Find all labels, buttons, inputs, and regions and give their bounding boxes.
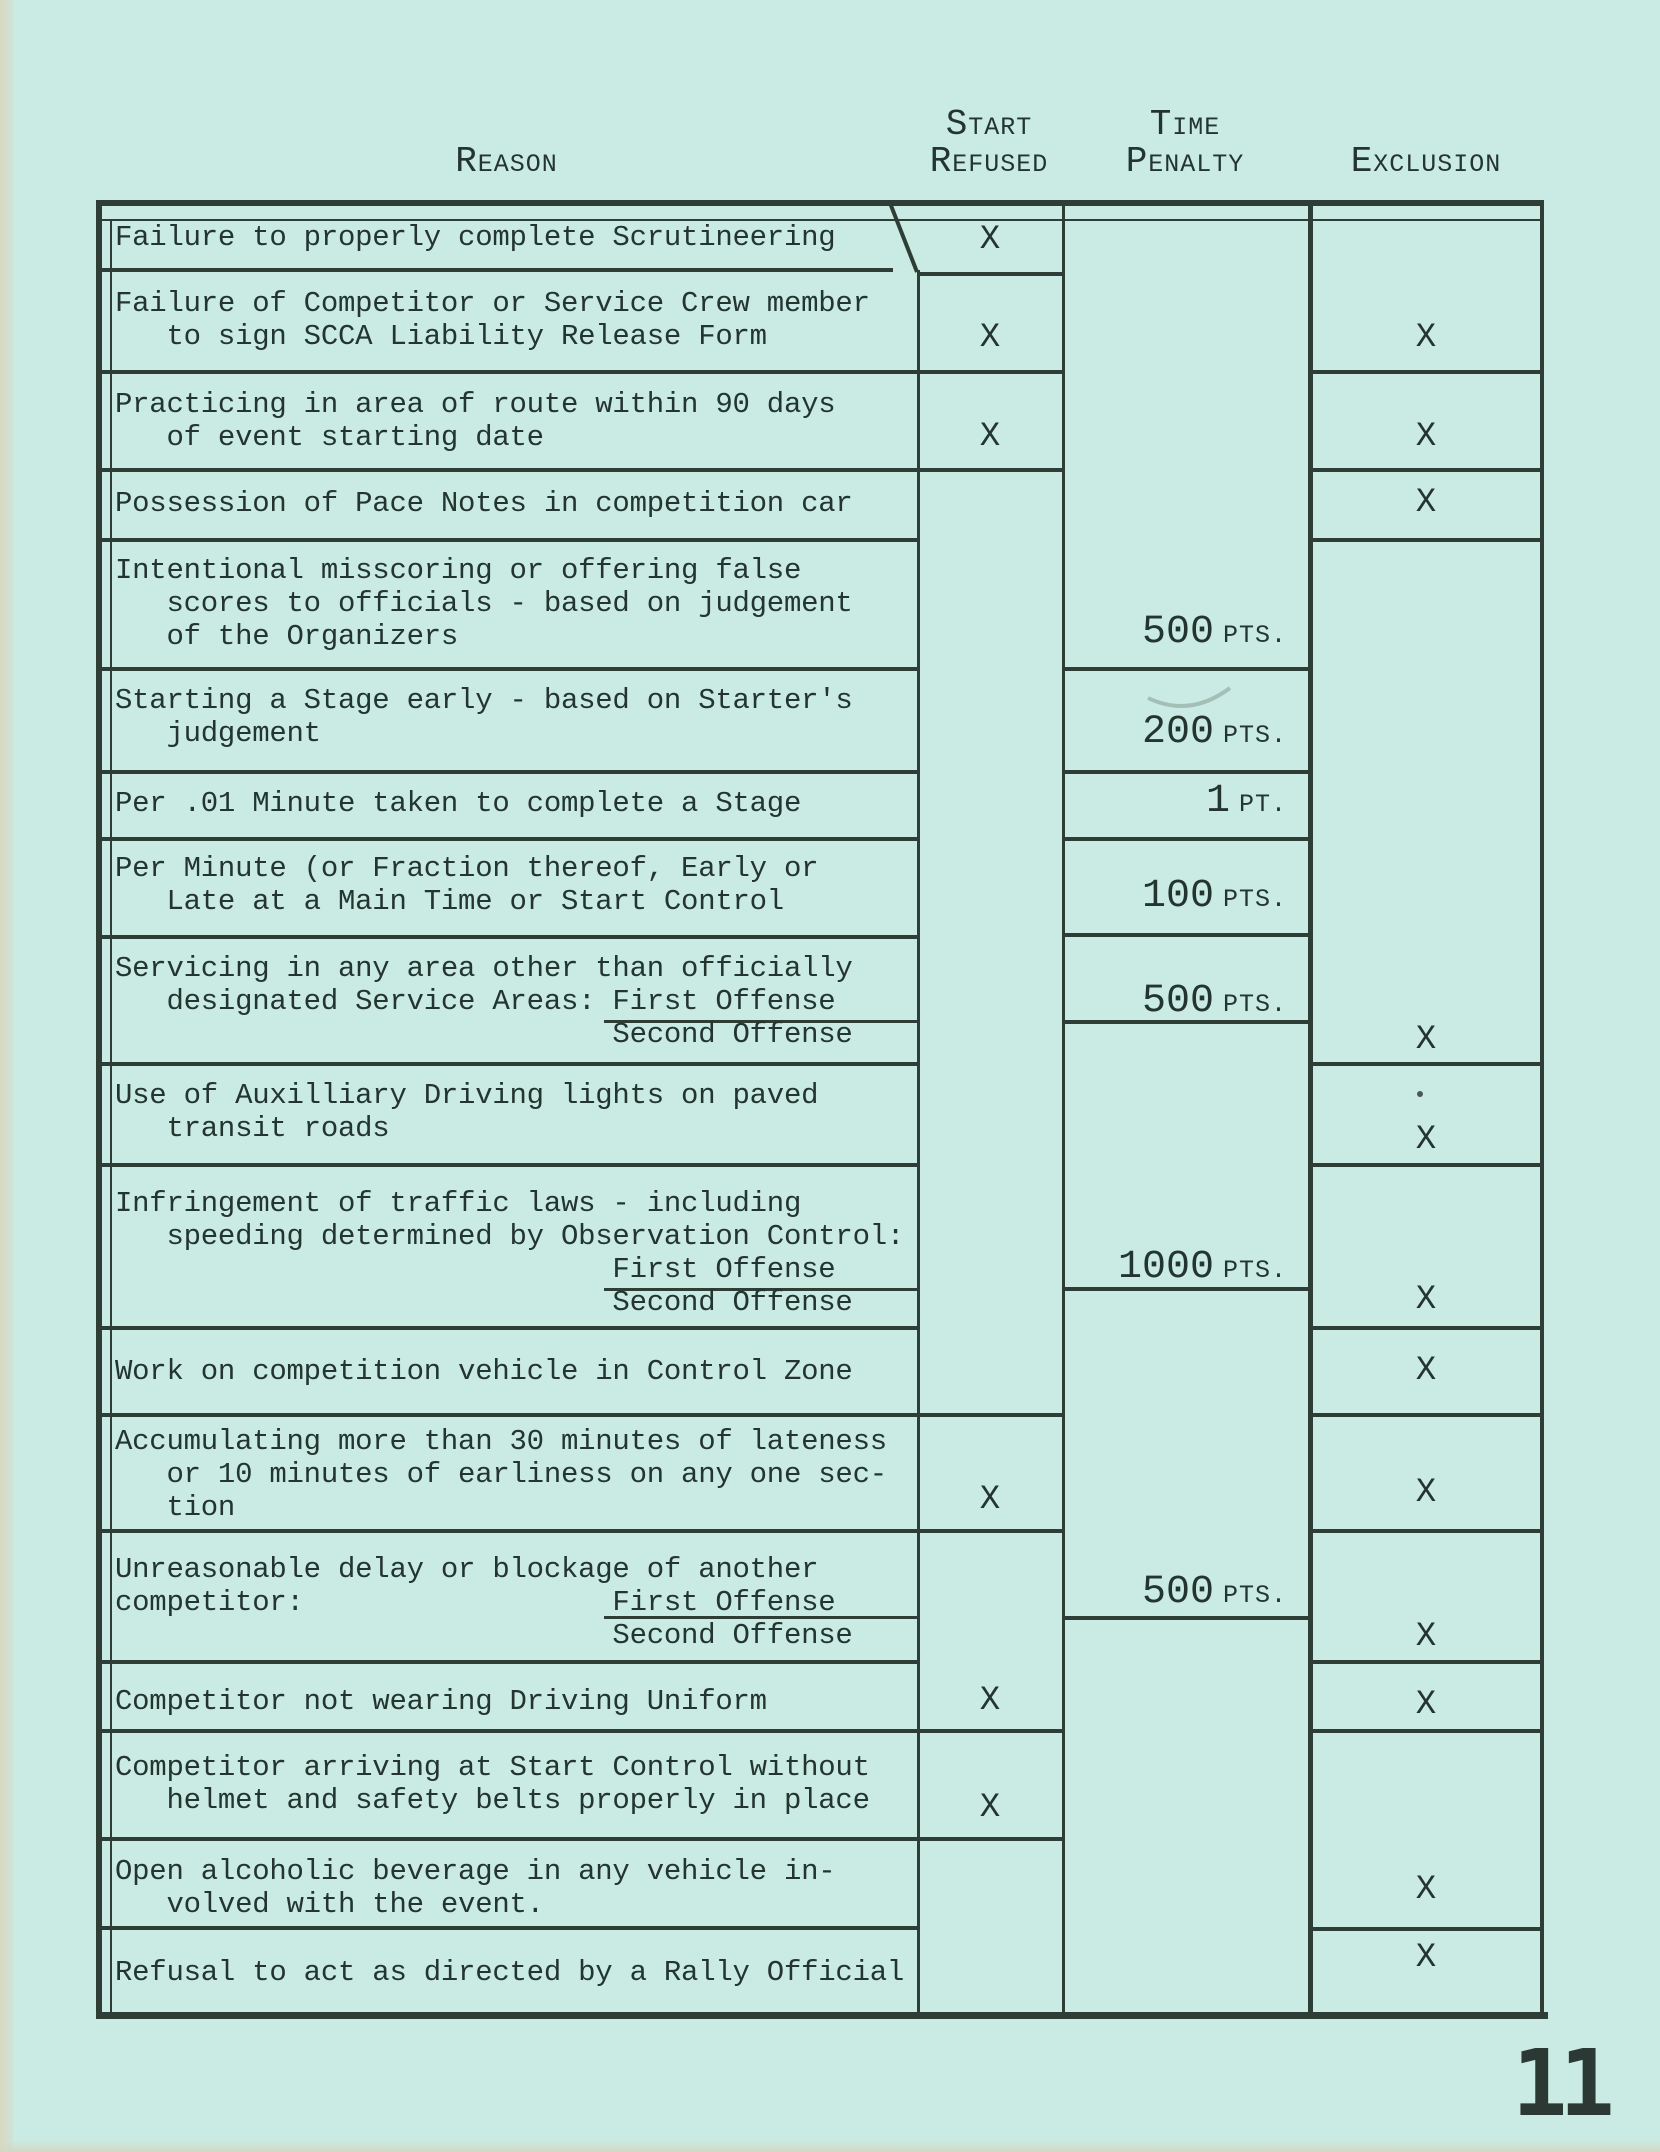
time-penalty-value [987, 610, 1287, 656]
grid-line [917, 272, 1062, 276]
table-row-reason [115, 1855, 835, 1921]
pencil-squiggle [1148, 688, 1230, 706]
time-penalty-number: 500 [1141, 1570, 1214, 1615]
grid-line [110, 219, 112, 2012]
grid-line [1062, 770, 1308, 774]
reason-line: transit roads [115, 1112, 390, 1145]
column-header-label: Penalty [1125, 141, 1245, 182]
column-header-label: Exclusion [1350, 141, 1502, 182]
reason-line: of event starting date [115, 421, 544, 454]
time-penalty-unit: PTS. [1222, 990, 1287, 1019]
reason-line: designated Service Areas: First Offense [115, 985, 836, 1018]
grid-line [1312, 1163, 1540, 1167]
grid-line [1062, 200, 1065, 2012]
time-penalty-number: 200 [1141, 710, 1214, 755]
grid-line [96, 200, 1544, 206]
reason-line: Competitor arriving at Start Control without [115, 1751, 870, 1784]
grid-line [917, 270, 920, 2012]
grid-line [96, 935, 917, 939]
table-row-reason [115, 1187, 904, 1319]
reason-line: Competitor not wearing Driving Uniform [115, 1685, 767, 1718]
exclusion-mark: X [1415, 1021, 1437, 1059]
grid-line [1062, 933, 1308, 937]
exclusion-mark: X [1415, 319, 1437, 357]
reason-line: or 10 minutes of earliness on any one sec- [115, 1458, 887, 1491]
time-penalty-unit: PTS. [1222, 885, 1287, 914]
grid-line [1312, 1729, 1540, 1733]
reason-line: Intentional misscoring or offering false [115, 554, 802, 587]
reason-line: Starting a Stage early - based on Starter's [115, 684, 853, 717]
time-penalty-value [987, 874, 1287, 920]
reason-line: speeding determined by Observation Control: [115, 1220, 905, 1253]
table-row-reason [115, 787, 801, 820]
reason-line: Infringement of traffic laws - including [115, 1187, 802, 1220]
column-header-label: Time [1149, 104, 1221, 145]
grid-line [1312, 1413, 1540, 1417]
reason-line: scores to officials - based on judgement [115, 587, 853, 620]
time-penalty-number: 500 [1141, 610, 1214, 655]
grid-line [1308, 200, 1313, 2012]
table-row-reason [115, 684, 853, 750]
reason-line: Per .01 Minute taken to complete a Stage [115, 787, 802, 820]
reason-line: tion [115, 1491, 236, 1524]
start-refused-mark: X [979, 1789, 1001, 1827]
grid-line [96, 1163, 917, 1167]
grid-line [1312, 1062, 1540, 1066]
grid-line [96, 2012, 1548, 2019]
table-row-reason [115, 388, 835, 454]
time-penalty-number: 500 [1141, 979, 1214, 1024]
reason-line: Second Offense [115, 1286, 853, 1319]
time-penalty-unit: PT. [1238, 790, 1287, 819]
column-header-label: Refused [929, 141, 1049, 182]
reason-line: Use of Auxilliary Driving lights on paved [115, 1079, 819, 1112]
exclusion-mark: X [1415, 1686, 1437, 1724]
reason-line: First Offense [115, 1253, 836, 1286]
grid-line [96, 770, 917, 774]
paper-edge-bottom [0, 2140, 1660, 2152]
table-row-reason [115, 1553, 853, 1652]
column-header-time-penalty [1085, 88, 1285, 180]
reason-line: Late at a Main Time or Start Control [115, 885, 784, 918]
time-penalty-unit: PTS. [1222, 1581, 1287, 1610]
reason-line: Possession of Pace Notes in competition car [115, 487, 853, 520]
reason-line: Refusal to act as directed by a Rally Official [115, 1956, 905, 1989]
reason-line: Work on competition vehicle in Control Zone [115, 1355, 853, 1388]
start-refused-mark: X [979, 1682, 1001, 1720]
diagonal-tick [890, 203, 917, 272]
grid-line [1312, 1660, 1540, 1664]
table-row-reason [115, 952, 853, 1051]
grid-line [1312, 1326, 1540, 1330]
grid-line [1062, 837, 1308, 841]
paper-edge [0, 0, 13, 2152]
reason-line: Servicing in any area other than officially [115, 952, 853, 985]
ink-dot [1417, 1091, 1423, 1097]
reason-line: volved with the event. [115, 1888, 544, 1921]
reason-line: Unreasonable delay or blockage of another [115, 1553, 819, 1586]
start-refused-mark: X [979, 319, 1001, 357]
table-row-reason [115, 221, 835, 254]
reason-line: helmet and safety belts properly in place [115, 1784, 870, 1817]
column-header-label: Start [945, 104, 1033, 145]
exclusion-mark: X [1415, 418, 1437, 456]
time-penalty-number: 1 [1205, 779, 1230, 824]
exclusion-mark: X [1415, 1618, 1437, 1656]
reason-line: Second Offense [115, 1619, 853, 1652]
table-row-reason [115, 1685, 767, 1718]
grid-line [96, 1926, 917, 1930]
table-row-reason [115, 1425, 887, 1524]
grid-line [1312, 1529, 1540, 1533]
grid-line [96, 837, 917, 841]
exclusion-mark: X [1415, 1281, 1437, 1319]
reason-line: Failure of Competitor or Service Crew member [115, 287, 870, 320]
exclusion-mark: X [1415, 484, 1437, 522]
table-row-reason [115, 852, 818, 918]
grid-line [96, 538, 917, 542]
exclusion-mark: X [1415, 1871, 1437, 1909]
start-refused-mark: X [979, 221, 1001, 259]
time-penalty-value [987, 710, 1287, 756]
reason-line: Failure to properly complete Scrutineering [115, 221, 836, 254]
exclusion-mark: X [1415, 1939, 1437, 1977]
exclusion-mark: X [1415, 1474, 1437, 1512]
grid-line [96, 200, 102, 2019]
grid-line [96, 268, 893, 272]
grid-line [1312, 1927, 1540, 1931]
grid-line [1540, 200, 1544, 2012]
table-row-reason [115, 1355, 853, 1388]
grid-line [1062, 1616, 1308, 1620]
time-penalty-value [987, 979, 1287, 1025]
reason-line: Accumulating more than 30 minutes of lateness [115, 1425, 887, 1458]
time-penalty-unit: PTS. [1222, 621, 1287, 650]
column-header-start-refused [889, 88, 1089, 180]
reason-line: Second Offense [115, 1018, 853, 1051]
grid-line [96, 1062, 917, 1066]
grid-line [1312, 370, 1540, 374]
table-row-reason [115, 554, 853, 653]
column-header-label: Reason [455, 141, 558, 182]
grid-line [96, 1660, 917, 1664]
grid-line [1312, 468, 1540, 472]
reason-line: Practicing in area of route within 90 days [115, 388, 836, 421]
column-header-reason [96, 88, 917, 180]
reason-line: to sign SCCA Liability Release Form [115, 320, 767, 353]
page-number: 11 [1512, 2030, 1607, 2137]
table-row-reason [115, 1751, 870, 1817]
start-refused-mark: X [979, 418, 1001, 456]
grid-line [1312, 538, 1540, 542]
time-penalty-unit: PTS. [1222, 721, 1287, 750]
time-penalty-number: 100 [1141, 874, 1214, 919]
reason-line: Per Minute (or Fraction thereof, Early or [115, 852, 819, 885]
grid-line [1062, 667, 1308, 671]
table-row-reason [115, 1956, 904, 1989]
time-penalty-value [987, 1245, 1287, 1291]
grid-line [96, 1326, 917, 1330]
reason-line: competitor: First Offense [115, 1586, 836, 1619]
time-penalty-number: 1000 [1117, 1245, 1214, 1290]
exclusion-mark: X [1415, 1352, 1437, 1390]
reason-line: Open alcoholic beverage in any vehicle in- [115, 1855, 836, 1888]
reason-line: of the Organizers [115, 620, 459, 653]
table-row-reason [115, 1079, 818, 1145]
time-penalty-value [987, 779, 1287, 825]
table-row-reason [115, 287, 870, 353]
time-penalty-value [987, 1570, 1287, 1616]
table-row-reason [115, 487, 853, 520]
time-penalty-unit: PTS. [1222, 1256, 1287, 1285]
reason-line: judgement [115, 717, 321, 750]
grid-line [96, 667, 917, 671]
exclusion-mark: X [1415, 1121, 1437, 1159]
column-header-exclusion [1312, 88, 1540, 180]
start-refused-mark: X [979, 1481, 1001, 1519]
